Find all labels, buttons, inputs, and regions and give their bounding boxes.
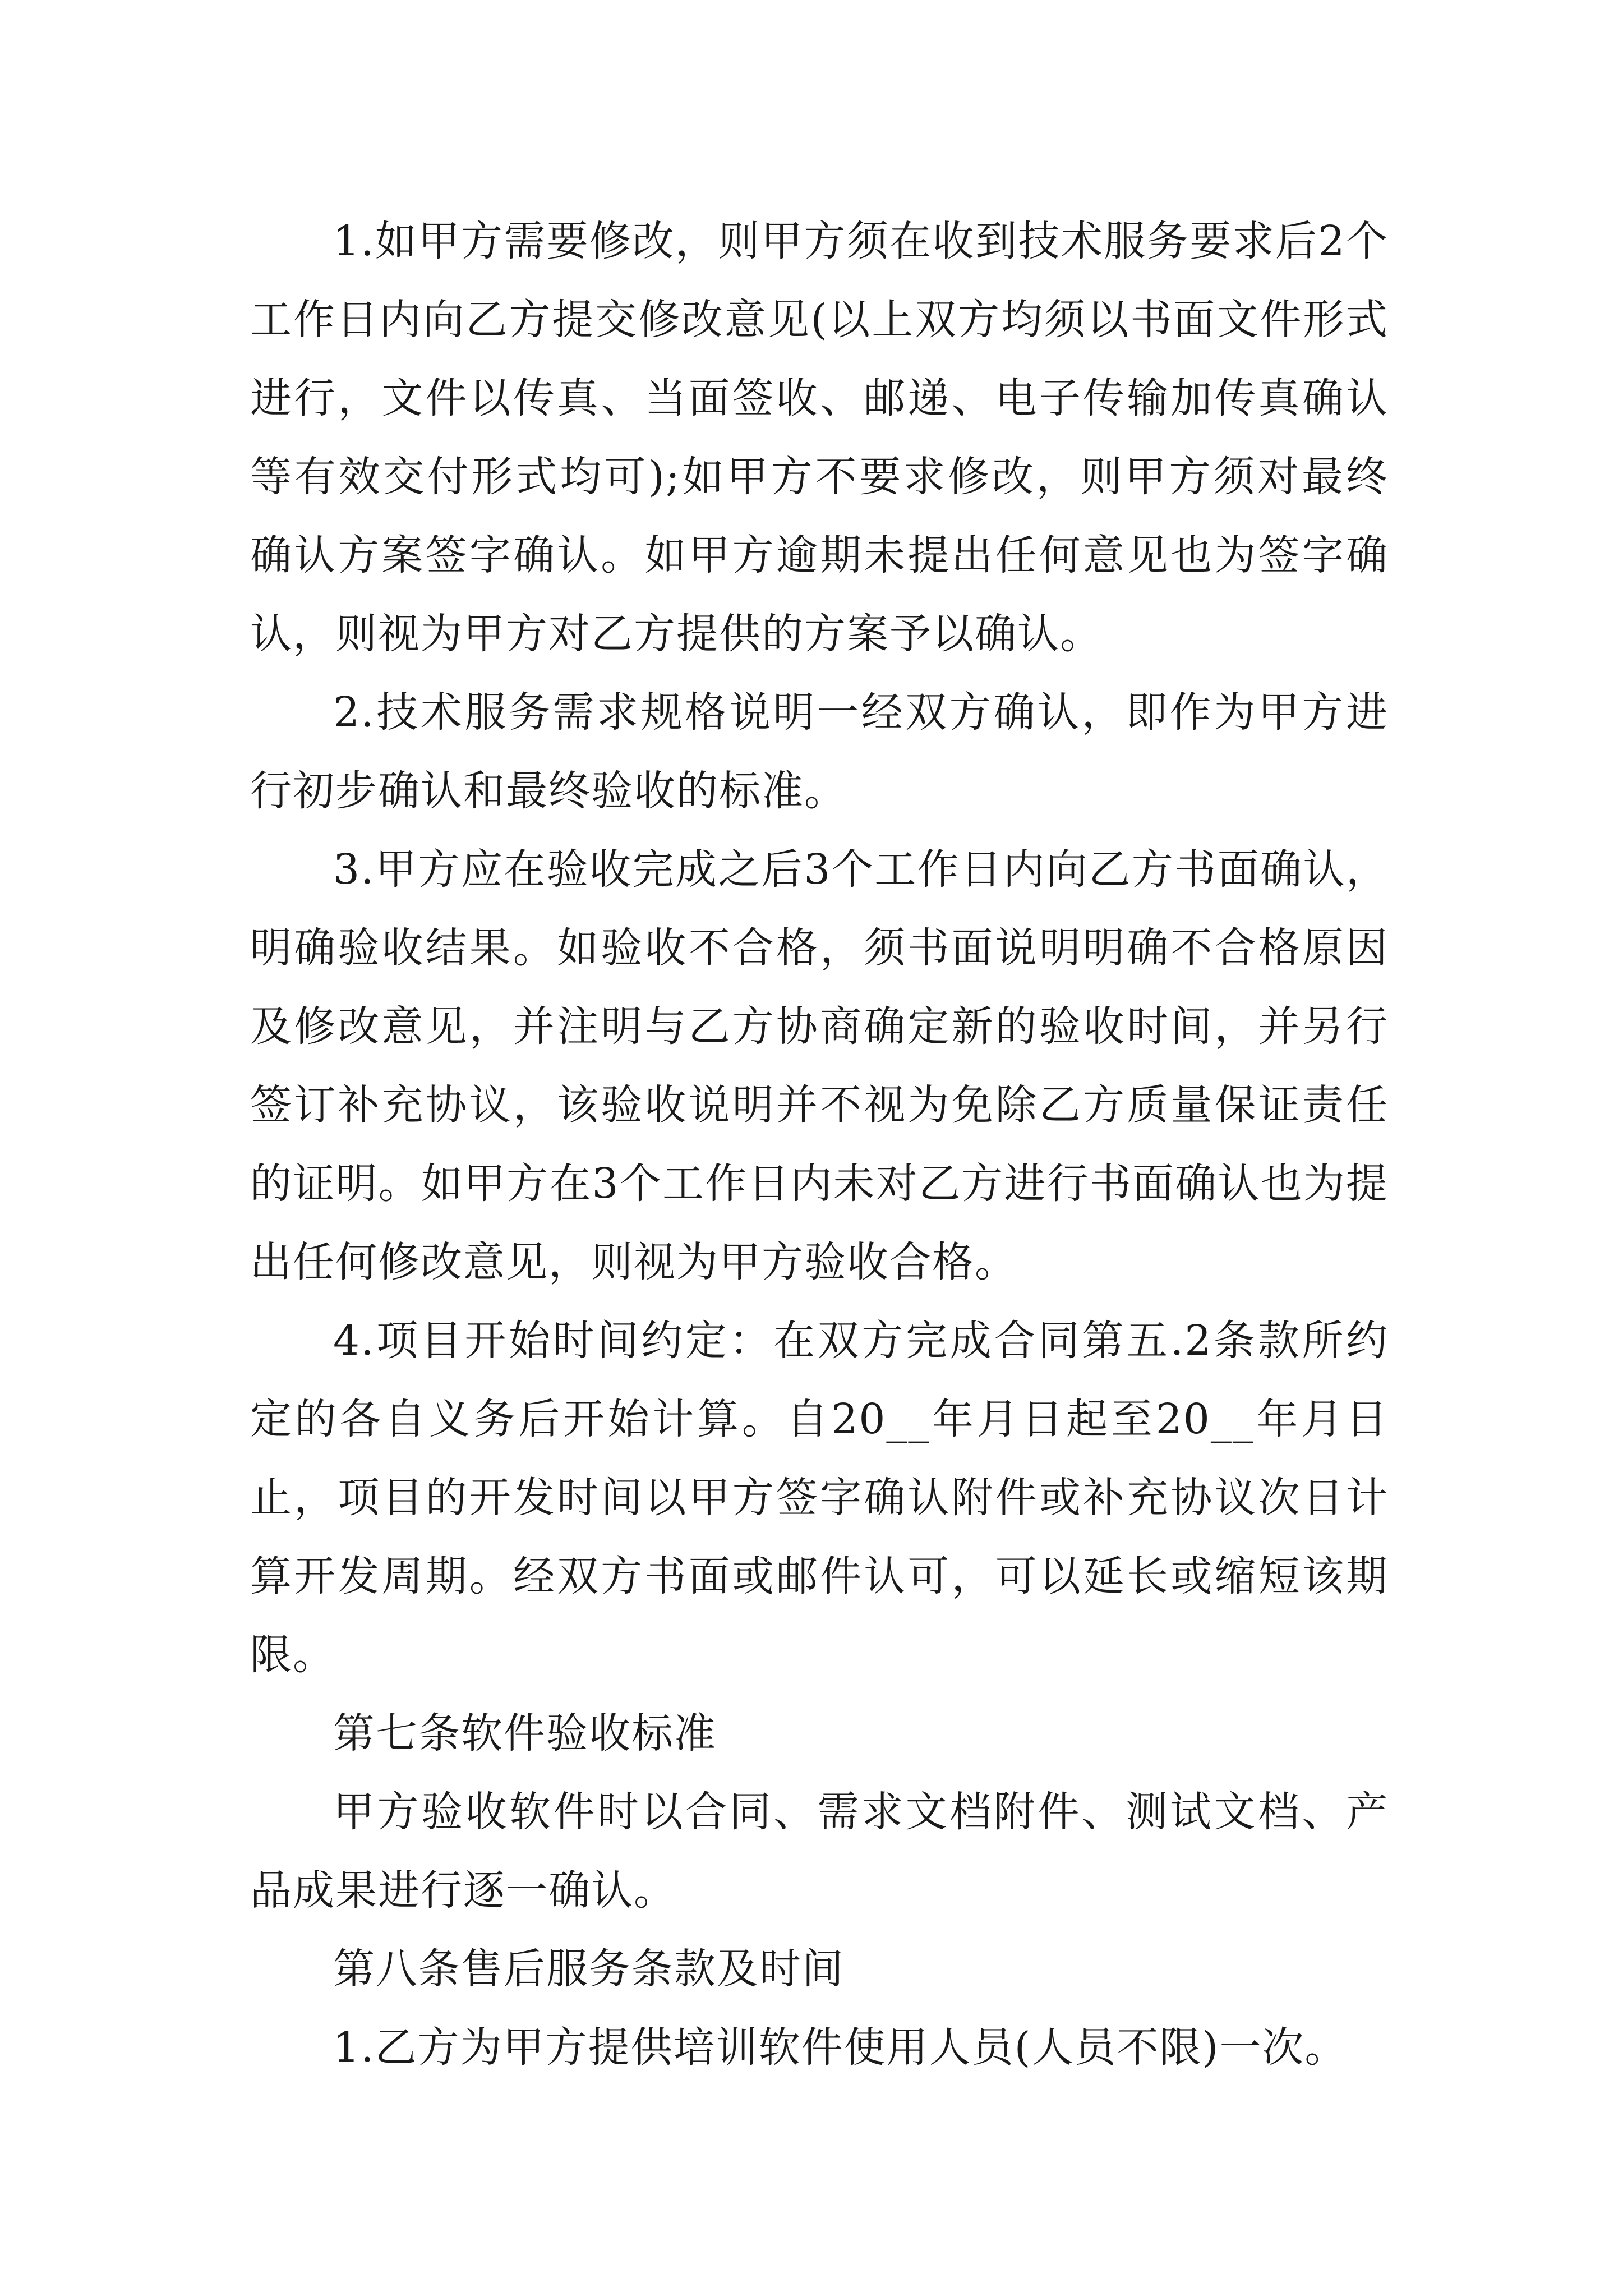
- clause-paragraph-1: 1.如甲方需要修改，则甲方须在收到技术服务要求后2个工作日内向乙方提交修改意见(以上双方均须以书面文件形式进行，文件以传真、当面签收、邮递、电子传输加传真确认等有效交付形式均可);如甲方不要求修改，则甲方须对最终确认方案签字确认。如甲方逾期未提出任何意见也为签字确认，则视为甲方对乙方提供的方案予以确认。: [250, 217, 1389, 658]
- article-8-paragraph-1: 1.乙方为甲方提供培训软件使用人员(人员不限)一次。: [333, 2023, 1348, 2072]
- article-7-heading: 第七条软件验收标准: [333, 1709, 717, 1757]
- document-body: [250, 202, 1389, 2087]
- clause-paragraph-4: 4.项目开始时间约定：在双方完成合同第五.2条款所约定的各自义务后开始计算。自20__年月日起至20__年月日止，项目的开发时间以甲方签字确认附件或补充协议次日计算开发周期。经双方书面或邮件认可，可以延长或缩短该期限。: [250, 1317, 1389, 1679]
- article-7-paragraph: 甲方验收软件时以合同、需求文档附件、测试文档、产品成果进行逐一确认。: [250, 1788, 1389, 1915]
- article-8-heading: 第八条售后服务条款及时间: [333, 1945, 845, 1993]
- clause-paragraph-2: 2.技术服务需求规格说明一经双方确认，即作为甲方进行初步确认和最终验收的标准。: [250, 688, 1389, 815]
- clause-paragraph-3: 3.甲方应在验收完成之后3个工作日内向乙方书面确认，明确验收结果。如验收不合格，须书面说明明确不合格原因及修改意见，并注明与乙方协商确定新的验收时间，并另行签订补充协议，该验收说明并不视为免除乙方质量保证责任的证明。如甲方在3个工作日内未对乙方进行书面确认也为提出任何修改意见，则视为甲方验收合格。: [250, 845, 1389, 1286]
